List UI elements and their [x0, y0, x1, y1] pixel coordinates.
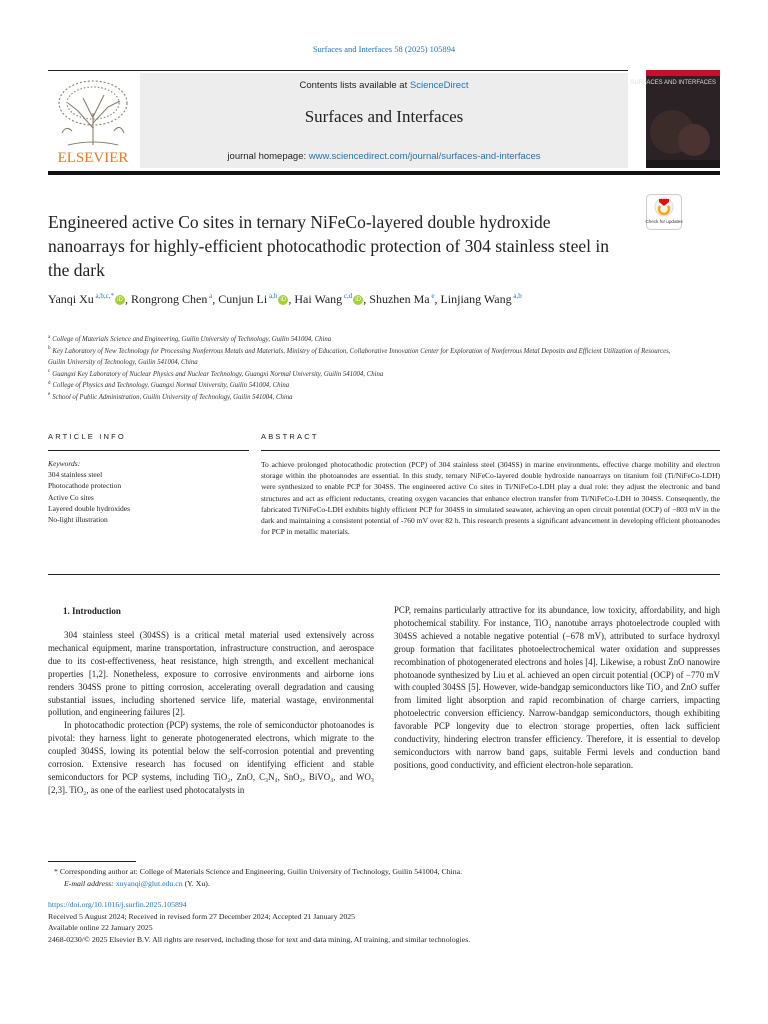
keyword-item: Photocathode protection	[48, 481, 122, 491]
email-suffix: (Y. Xu).	[182, 878, 210, 888]
homepage-line	[140, 151, 628, 162]
keyword-item: 304 stainless steel	[48, 470, 103, 480]
abstract-bottom-rule	[48, 574, 720, 575]
elsevier-wordmark: ELSEVIER	[57, 150, 129, 166]
article-info-heading: ARTICLE INFO	[48, 432, 126, 441]
header-top-rule	[48, 70, 628, 71]
running-head[interactable]: Surfaces and Interfaces 58 (2025) 105894	[312, 44, 456, 54]
author-affiliation-marker[interactable]: a,b	[267, 292, 278, 300]
journal-homepage-link[interactable]: www.sciencedirect.com/journal/surfaces-and-interfaces	[308, 151, 541, 162]
author-name[interactable]: Yanqi Xu	[48, 292, 94, 306]
affiliations	[48, 334, 688, 403]
affiliation-text: Guangxi Key Laboratory of Nuclear Physics and Nuclear Technology, Guangxi Normal University, Guilin 541004, China	[52, 370, 384, 378]
affiliation-label: d	[48, 380, 51, 386]
email-label: E-mail address:	[64, 878, 116, 888]
author-name[interactable]: Hai Wang	[294, 292, 343, 306]
author-affiliation-marker[interactable]: c,d	[342, 292, 353, 300]
footnote-rule	[48, 861, 136, 862]
author-name[interactable]: Linjiang Wang	[440, 292, 512, 306]
author-affiliation-marker[interactable]: e	[429, 292, 435, 300]
cover-title: SURFACES AND INTERFACES	[630, 80, 716, 86]
author-affiliation-marker[interactable]: a,b	[511, 292, 522, 300]
affiliation-label: c	[48, 369, 51, 375]
affiliation-text: College of Physics and Technology, Guangxi Normal University, Guilin 541004, China	[52, 382, 290, 389]
homepage-prefix: journal homepage:	[227, 151, 309, 162]
doi-link[interactable]: https://doi.org/10.1016/j.surfin.2025.105894	[48, 900, 187, 909]
publication-info	[48, 899, 720, 945]
contents-line	[140, 80, 628, 91]
header-thick-rule	[48, 171, 720, 175]
affiliation-label: e	[48, 392, 51, 398]
author-separator: ,	[212, 292, 219, 306]
email-link[interactable]: xuyanqi@glut.edu.cn	[115, 878, 183, 888]
check-for-updates-icon	[646, 194, 682, 230]
affiliation-item	[48, 369, 688, 381]
author-affiliation-marker[interactable]: a,b,c,*	[93, 292, 115, 300]
body-paragraph: 304 stainless steel (304SS) is a critical metal material used extensively across mechanical equipment, marine transportation, infrastructure construction, and aerospace due to its cost-effectiveness, heat resistance, high strength, and excellent mechanical properties [1,2]. Nonetheless, exposure to corrosive environments and airborne ions renders 304SS prone to pitting corrosion, accelerating overall degradation and causing substantial issues, including shortened service life, material wastage, environmental pollution, and engineering failures [2].	[48, 630, 374, 718]
orcid-icon[interactable]: iD	[278, 295, 288, 305]
copyright-line: 2468-0230/© 2025 Elsevier B.V. All rights are reserved, including those for text and data mining, AI training, and similar technologies.	[48, 934, 471, 944]
author-affiliation-marker[interactable]: a	[207, 292, 213, 300]
section-heading-introduction: 1. Introduction	[63, 606, 121, 616]
author-separator: ,	[363, 292, 370, 306]
author-separator: ,	[125, 292, 132, 306]
orcid-icon[interactable]: iD	[353, 295, 363, 305]
keyword-item: Active Co sites	[48, 492, 94, 502]
affiliation-item	[48, 392, 688, 404]
available-online: Available online 22 January 2025	[48, 923, 153, 932]
journal-cover-image[interactable]	[630, 70, 720, 168]
abstract-rule	[261, 450, 720, 451]
author-name[interactable]: Rongrong Chen	[131, 292, 208, 306]
affiliation-item	[48, 346, 688, 369]
affiliation-text: Key Laboratory of New Technology for Processing Nonferrous Metals and Materials, Ministry of Education, Collaborative Innovation Center for Exploration of Nonferrous Metal Deposits and Efficient Utilization of Resources, Guilin University of Technology, Guilin 541004, China	[48, 347, 671, 366]
article-info-rule	[48, 450, 249, 451]
orcid-icon[interactable]: iD	[115, 295, 125, 305]
contents-prefix: Contents lists available at	[299, 80, 410, 91]
affiliation-text: School of Public Administration, Guilin University of Technology, Guilin 541004, China	[52, 393, 293, 401]
footnotes	[48, 866, 720, 889]
body-left-column	[48, 617, 374, 797]
keyword-item: No-light illustration	[48, 515, 108, 525]
body-paragraph: In photocathodic protection (PCP) systems, the role of semiconductor photoanodes is pivotal: they harness light to generate photogenerated electrons, which migrate to the coupled 304SS, lowing its potential below the self-corrosion potential and preventing corrosion. Extensive research has focused on identifying efficient and stable semiconductors for PCP systems, including TiO₂, ZnO, C₃N₄, SnO₂, BiVO₄, and WO₃ [2,3]. TiO₂, as one of the earliest used photocatalysts in	[48, 720, 374, 795]
author-name[interactable]: Cunjun Li	[218, 292, 268, 306]
affiliation-label: a	[48, 334, 51, 340]
elsevier-logo[interactable]	[48, 73, 138, 168]
body-paragraph: PCP, remains particularly attractive for its abundance, low toxicity, affordability, and high photochemical stability. For instance, TiO₂ nanotube arrays photoelectrode coupled with 304SS achieved a notable negative potential (−678 mV), attributed to surface hydroxyl group formation that facilitates photoelectrochemical water oxidation and suppresses recombination of photogenerated electrons and holes [4]. Likewise, a robust ZnO nanowire photoanode synthesized by Liu et al. achieved an open circuit potential (OCP) of −770 mV with coupled 304SS [5]. However, wide-bandgap semiconductors like TiO₂ and ZnO suffer from limited light absorption and rapid recombination of charge carriers, impacting photoelectric conversion efficiency. Narrow-bandgap semiconductors, though exhibiting favorable PCP longevity due to electron storage properties, often lack sufficient conductivity, hindering electron transfer efficiency. Therefore, it is essential to develop semiconductors with narrow band gaps, suitable Fermi levels and conduction band positions, good conductivity, and efficient electron-hole separation.	[394, 605, 720, 770]
author-separator: ,	[434, 292, 441, 306]
affiliation-text: College of Materials Science and Engineering, Guilin University of Technology, Guilin 541004, China	[52, 336, 332, 343]
body-right-column	[394, 604, 720, 772]
author-separator: ,	[288, 292, 295, 306]
affiliation-item	[48, 334, 688, 346]
keywords-label: Keywords:	[48, 459, 81, 468]
author-name[interactable]: Shuzhen Ma	[369, 292, 430, 306]
article-title: Engineered active Co sites in ternary NiFeCo-layered double hydroxide nanoarrays for highly-efficient photocathodic protection of 304 stainless steel in the dark	[48, 212, 609, 280]
elsevier-tree-icon	[48, 73, 138, 168]
history-dates: Received 5 August 2024; Received in revised form 27 December 2024; Accepted 21 January 2025	[48, 911, 356, 921]
journal-title[interactable]: Surfaces and Interfaces	[304, 107, 464, 126]
keywords-block	[48, 458, 248, 525]
check-for-updates-badge[interactable]	[646, 194, 682, 230]
affiliation-label: b	[48, 346, 51, 352]
corresponding-author-note: * Corresponding author at: College of Materials Science and Engineering, Guilin University of Technology, Guilin 541004, China.	[54, 867, 463, 876]
abstract-text: To achieve prolonged photocathodic protection (PCP) of 304 stainless steel (304SS) in marine environments, effective charge mobility and electron storage within the photoanodes are essential. In this study, ternary NiFeCo-layered double hydroxide nanoarrays on titanium foil (Ti/NiFeCo-LDH) were synthesized to enable PCP for 304SS. The engineered active Co sites in Ti/NiFeCo-LDH play a dual role: they adjust the electronic and band structures and act as efficient reductants, creating oxygen vacancies that enhance electron transfer from Ti/NiFeCo-LDH to 304SS. Consequently, the fabricated Ti/NiFeCo-LDH exhibits highly efficient PCP for 304SS in simulated seawater, achieving an open circuit potential (OCP) of −803 mV in the dark and maintaining a consistent potential of -760 mV over 82 h. This research presents a significant advancement in developing efficient photoanodes for PCP in metallic materials.	[261, 460, 720, 537]
check-updates-label: Check for updates	[645, 219, 683, 224]
author-list	[48, 291, 648, 308]
abstract-heading: ABSTRACT	[261, 432, 319, 441]
keyword-item: Layered double hydroxides	[48, 503, 131, 513]
affiliation-item	[48, 380, 688, 392]
sciencedirect-link[interactable]: ScienceDirect	[409, 80, 469, 91]
